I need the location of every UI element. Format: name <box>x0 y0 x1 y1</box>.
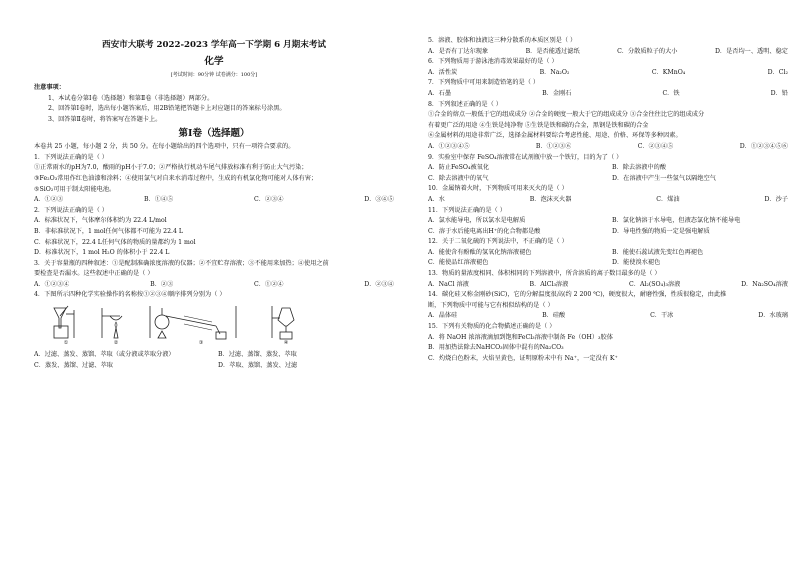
question-line: B．非标准状况下，1 mol任何气体都不可能为 22.4 L <box>34 227 184 235</box>
answer-options <box>428 163 788 184</box>
option: D．萃取、蒸馏、蒸发、过滤 <box>218 361 298 369</box>
exam-info: [考试时间：90分钟 试卷满分：100分] <box>170 72 258 79</box>
option: D．③④⑤ <box>364 196 394 204</box>
question-line: C．标准状况下，22.4 L任何气体的物质的量都约为 1 mol <box>34 238 196 246</box>
option: A．能使含有酚酞的氢氧化钠溶液褪色 <box>428 248 532 256</box>
option: C．溶于水后能电离出H⁺的化合物都是酸 <box>428 227 541 235</box>
option: C．分散质粒子的大小 <box>617 47 678 55</box>
option: B．Na₂O₂ <box>539 68 570 76</box>
option: C．①②④ <box>254 280 284 288</box>
question-line: 有着更广泛的用途 ④生铁是纯净物 ⑤生铁是铁和碳的合金，黑钢是铁和碳的合金 <box>428 121 649 129</box>
option: A．石墨 <box>428 89 452 97</box>
option: A．活性炭 <box>428 68 458 76</box>
question-stem: 11．下列说法正确的是（ ） <box>428 206 506 214</box>
option: D．Na₂SO₄溶液 <box>741 280 788 288</box>
answer-options <box>428 47 788 58</box>
option: B．①④⑤ <box>143 196 174 204</box>
option: C．KMnO₄ <box>651 68 686 76</box>
option: B．金刚石 <box>542 89 572 97</box>
option: C．Al₂(SO₄)₃溶液 <box>629 280 681 288</box>
question-stem: 7．下列物质中可用来制造铅笔的是（ ） <box>428 79 540 87</box>
question-line: A．标准状况下，气体摩尔体积约为 22.4 L/mol <box>34 217 167 225</box>
option: D．②③④ <box>364 280 394 288</box>
answer-options <box>428 311 788 322</box>
apparatus-2 <box>96 304 136 347</box>
answer-options <box>428 248 788 269</box>
question-stem: 4．下图所示四种化学实验操作的名称按①②③④顺序排列分别为（ ） <box>34 291 226 299</box>
option: B．①②③⑥ <box>535 142 572 150</box>
figure-label: ③ <box>198 340 204 347</box>
option: A．晶体硅 <box>428 312 458 320</box>
option: A．①②③④⑤ <box>428 142 470 150</box>
question-stem: 3．关于容量瓶的四种叙述：①是配制准确浓度溶液的仪器；②不宜贮存溶液；③不能用来加热；④使用之前 <box>34 259 329 267</box>
notice-item: 2、回答第Ⅰ卷时，选出每小题答案后，用2B铅笔把答题卡上对应题目的答案标号涂黑。 <box>48 105 286 113</box>
exam-subject: 化学 <box>204 55 224 67</box>
option: A．防止FeSO₄被氧化 <box>428 164 490 172</box>
question-line: ①正常雨水的pH为7.0，酸雨的pH小于7.0；②严格执行机动车尾气排放标准有利于防止大气污染； <box>34 164 308 172</box>
apparatus-3 <box>146 304 256 347</box>
question-stem: 13．物质的量浓度相同、体积相同的下列溶液中，所含溶质的离子数目最多的是（ ） <box>428 270 661 278</box>
option: A．①②③④ <box>34 280 70 288</box>
option: B．过滤、蒸馏、蒸发、萃取 <box>218 351 297 359</box>
section-intro: 本卷共 25 小题，每小题 2 分，共 50 分。在每小题给出的四个选项中，只有一项符合要求的。 <box>34 143 295 151</box>
option: C．除去溶液中的氧气 <box>428 174 489 182</box>
option: D．Cl₂ <box>767 68 788 76</box>
option: A．是否有丁达尔现象 <box>428 47 489 55</box>
option: D．铅 <box>770 89 788 97</box>
option: C．蒸发、蒸馏、过滤、萃取 <box>34 361 113 369</box>
right-column <box>428 36 788 364</box>
question-stem: 1．下列说法正确的是（ ） <box>34 153 108 161</box>
option: B．是否能透过滤纸 <box>525 47 580 55</box>
option: A．NaCl 溶液 <box>428 280 469 288</box>
question-stem: 14．碳化硅又称金刚砂(SiC)，它的分解温度很高(约 2 200 ℃)，硬度很大，耐磨性强，性质很稳定，由此推 <box>428 291 727 299</box>
question-line: A．将 NaOH 浓溶液滴加到饱和FeCl₃溶液中制备 Fe（OH）₃胶体 <box>428 333 613 341</box>
option: C．②③④ <box>254 196 284 204</box>
answer-options <box>428 142 788 153</box>
question-stem: 10．金属钠着火时，下列物质可用来灭火的是（ ） <box>428 185 568 193</box>
question-line: B．用加热法除去NaHCO₃固体中混有的Na₂CO₃ <box>428 344 564 352</box>
question-stem: 8．下列叙述正确的是（ ） <box>428 100 502 108</box>
question-line: ③Fe₂O₃常用作红色油漆和涂料；④使用氯气对自来水消毒过程中，生成的有机氯化物可能对人体有害； <box>34 174 318 182</box>
answer-options <box>34 350 394 371</box>
option: C．②③④⑤ <box>637 142 674 150</box>
question-line: ⑤SiO₂可用于制太阳能电池。 <box>34 185 116 193</box>
figure-label: ② <box>113 340 119 347</box>
notice-heading: 注意事项： <box>34 84 65 92</box>
option: B．硅酸 <box>542 312 566 320</box>
option: D．①②③④⑤⑥ <box>739 142 788 150</box>
option: A．过滤、蒸发、蒸馏、萃取（或分液或萃取分液） <box>34 351 175 359</box>
option: A．水 <box>428 195 445 203</box>
option: C．铁 <box>662 89 680 97</box>
option: A．氯水能导电，所以氯水是电解质 <box>428 217 526 225</box>
option: B．氯化钠溶于水导电，但液态氯化钠不能导电 <box>612 217 741 225</box>
answer-options <box>428 216 788 237</box>
option: D．能使溴水褪色 <box>612 259 661 267</box>
option: C．煤油 <box>656 195 680 203</box>
question-line: 要检查是否漏水。这些叙述中正确的是（ ） <box>34 270 154 278</box>
figure-label: ④ <box>283 340 289 347</box>
separatory-funnel-icon <box>266 304 306 340</box>
option: D．是否均一、透明、稳定 <box>714 47 788 55</box>
question-stem: 15．下列有关物质的化合物描述正确的是（ ） <box>428 323 556 331</box>
option: D．导电性强的物质一定是强电解质 <box>612 227 710 235</box>
answer-options <box>428 280 788 291</box>
lab-apparatus-figure <box>46 303 394 347</box>
section-title: 第Ⅰ卷（选择题） <box>178 127 250 139</box>
notice-item: 3、回答第Ⅱ卷时，将答案写在答题卡上。 <box>48 115 162 123</box>
answer-options <box>34 280 394 291</box>
answer-options <box>428 68 788 79</box>
option: A．①②③ <box>34 196 64 204</box>
question-line: C．灼烧白色粉末，火焰呈黄色，证明原粉末中有 Na⁺，一定没有 K⁺ <box>428 354 618 362</box>
apparatus-1 <box>46 304 86 347</box>
answer-options <box>34 195 394 206</box>
option: C．能使品红溶液褪色 <box>428 259 489 267</box>
evaporation-icon <box>96 304 136 340</box>
question-line: ⑥金属材料的用途非常广泛，选择金属材料要综合考虑性能、用途、价格、环保等多种因素。 <box>428 132 682 140</box>
question-stem: 2．下列说法正确的是（ ） <box>34 206 108 214</box>
option: B．能使石蕊试液先变红色再褪色 <box>612 248 704 256</box>
question-stem: 12．关于二氧化硫的下列说法中，不正确的是（ ） <box>428 238 568 246</box>
answer-options <box>428 89 788 100</box>
option: B．泡沫灭火器 <box>529 195 572 203</box>
option: B．②③ <box>150 280 174 288</box>
option: B．AlCl₃溶液 <box>529 280 569 288</box>
option: D．在溶液中产生一些氢气以隔绝空气 <box>612 174 716 182</box>
figure-label: ① <box>63 340 69 347</box>
apparatus-4 <box>266 304 306 347</box>
notice-item: 1、本试卷分第Ⅰ卷（选择题）和第Ⅱ卷（非选择题）两部分。 <box>48 94 214 102</box>
option: C．干冰 <box>650 312 674 320</box>
question-stem: 9．实验室中保存 FeSO₄溶液常在试剂瓶中放一个铁钉，目的为了（ ） <box>428 153 623 161</box>
question-stem: 5．溶液、胶体和浊液这三种分散系的本质区别是（ ） <box>428 37 577 44</box>
answer-options <box>428 195 788 206</box>
option: B．除去溶液中的酸 <box>612 164 667 172</box>
question-line: 断，下列物质中可能与它有相似结构的是（ ） <box>428 301 554 309</box>
option: D．沙子 <box>764 195 788 203</box>
question-stem: 6．下列物质用于游泳池消毒效果最好的是（ ） <box>428 58 558 66</box>
question-line: D．标准状况下，1 mol H₂O 的体积小于 22.4 L <box>34 249 170 257</box>
distillation-icon <box>146 304 256 340</box>
question-line: ①合金的熔点一般低于它的组成成分 ②合金的硬度一般大于它的组成成分 ③合金往往比它的组成成分 <box>428 111 705 119</box>
filtration-icon <box>46 304 86 340</box>
left-column <box>34 36 394 371</box>
option: D．水玻璃 <box>758 312 788 320</box>
exam-title: 西安市大联考 2022-2023 学年高一下学期 6 月期末考试 <box>101 40 327 50</box>
